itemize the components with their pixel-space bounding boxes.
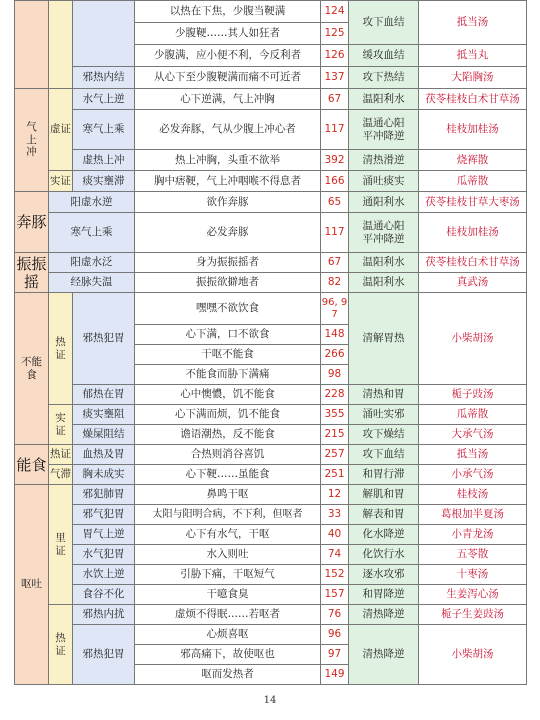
article-number: 40	[321, 525, 349, 545]
treatment-cell: 清解胃热	[349, 293, 419, 385]
article-number: 149	[321, 665, 349, 685]
formula-cell: 葛根加半夏汤	[419, 505, 527, 525]
pathogenesis-cell: 血热及胃	[73, 445, 135, 465]
formula-cell: 茯苓桂枝白术甘草汤	[419, 253, 527, 273]
article-number: 12	[321, 485, 349, 505]
treatment-cell: 涌吐痰实	[349, 171, 419, 192]
article-number: 137	[321, 67, 349, 89]
treatment-cell: 攻下血结	[349, 445, 419, 465]
pathogenesis-cell: 经脉失温	[49, 273, 135, 293]
symptom-cell: 必发奔豚	[135, 213, 321, 253]
symptom-cell: 少腹满，应小便不利，今反利者	[135, 45, 321, 67]
symptom-cell: 少腹鞕……其人如狂者	[135, 23, 321, 45]
formula-cell: 大承气汤	[419, 425, 527, 445]
symptom-cell: 以热在下焦，少腹当鞕满	[135, 1, 321, 23]
formula-cell: 十枣汤	[419, 565, 527, 585]
pathogenesis-cell: 胸未成实	[73, 465, 135, 485]
formula-cell: 瓜蒂散	[419, 171, 527, 192]
formula-cell: 小柴胡汤	[419, 293, 527, 385]
pathogenesis-cell: 邪热犯胃	[73, 625, 135, 685]
formula-cell: 大陷胸汤	[419, 67, 527, 89]
formula-cell: 茯苓桂枝白术甘草汤	[419, 89, 527, 110]
formula-cell: 真武汤	[419, 273, 527, 293]
pathogenesis-cell: 痰实壅阻	[73, 405, 135, 425]
treatment-cell: 清热降逆	[349, 605, 419, 625]
formula-cell: 抵当丸	[419, 45, 527, 67]
symptom-cell: 干噫食臭	[135, 585, 321, 605]
treatment-cell: 攻下血结	[349, 1, 419, 45]
page-number: 14	[263, 695, 277, 706]
article-number: 65	[321, 192, 349, 213]
symptom-cell: 振振欲擗地者	[135, 273, 321, 293]
pathogenesis-cell: 阳虚水泛	[49, 253, 135, 273]
symptom-cell: 欲作奔豚	[135, 192, 321, 213]
treatment-cell: 逐水攻邪	[349, 565, 419, 585]
symptom-cell: 心下满而烦，饥不能食	[135, 405, 321, 425]
symptom-cell: 不能食而胁下满痛	[135, 365, 321, 385]
article-number: 251	[321, 465, 349, 485]
article-number: 67	[321, 253, 349, 273]
symptom-cell: 热上冲胸，头重不欲举	[135, 150, 321, 171]
article-number: 228	[321, 385, 349, 405]
treatment-cell: 涌吐实邪	[349, 405, 419, 425]
section-label: 能食	[15, 445, 49, 485]
pathogenesis-cell: 痰实壅滞	[73, 171, 135, 192]
symptom-cell: 身为振振摇者	[135, 253, 321, 273]
pathogenesis-cell: 水饮上逆	[73, 565, 135, 585]
treatment-cell: 温通心阳 平冲降逆	[349, 110, 419, 150]
article-number: 355	[321, 405, 349, 425]
symptom-cell: 心下满，口不欲食	[135, 325, 321, 345]
symptom-cell: 太阳与阳明合病，不下利，但呕者	[135, 505, 321, 525]
formula-cell: 抵当汤	[419, 1, 527, 45]
symptom-cell: 合热则消谷喜饥	[135, 445, 321, 465]
symptom-cell: 水入则吐	[135, 545, 321, 565]
formula-cell: 茯苓桂枝甘草大枣汤	[419, 192, 527, 213]
article-number: 74	[321, 545, 349, 565]
article-number: 96, 9 7	[321, 293, 349, 325]
formula-cell: 瓜蒂散	[419, 405, 527, 425]
article-number: 266	[321, 345, 349, 365]
pathogenesis-cell	[73, 1, 135, 67]
section-label: 奔豚	[15, 192, 49, 253]
formula-cell: 桂枝加桂汤	[419, 213, 527, 253]
pathogenesis-cell: 食谷不化	[73, 585, 135, 605]
article-number: 257	[321, 445, 349, 465]
symptom-cell: 干呕不能食	[135, 345, 321, 365]
section-label: 气上冲	[15, 89, 49, 192]
symptom-cell: 邪高痛下，故使呕也	[135, 645, 321, 665]
article-number: 98	[321, 365, 349, 385]
symptom-cell: 鼻鸣干呕	[135, 485, 321, 505]
pathogenesis-cell: 虚热上冲	[73, 150, 135, 171]
treatment-cell: 攻下燥结	[349, 425, 419, 445]
article-number: 152	[321, 565, 349, 585]
formula-cell: 生姜泻心汤	[419, 585, 527, 605]
article-number: 96	[321, 625, 349, 645]
pathogenesis-cell: 阳虚水逆	[49, 192, 135, 213]
pathogenesis-cell: 寒气上乘	[73, 110, 135, 150]
treatment-cell: 清热和胃	[349, 385, 419, 405]
article-number: 392	[321, 150, 349, 171]
article-number: 215	[321, 425, 349, 445]
symptom-cell: 引胁下痛，干呕短气	[135, 565, 321, 585]
syndrome-cell: 热证	[49, 605, 73, 685]
pathogenesis-cell: 邪热犯胃	[73, 293, 135, 385]
treatment-cell: 清热降逆	[349, 625, 419, 685]
pathogenesis-cell: 邪热内扰	[73, 605, 135, 625]
symptom-cell: 必发奔豚，气从少腹上冲心者	[135, 110, 321, 150]
formula-cell: 桂枝汤	[419, 485, 527, 505]
formula-cell: 小柴胡汤	[419, 625, 527, 685]
treatment-cell: 和胃行滞	[349, 465, 419, 485]
syndrome-cell: 里证	[49, 485, 73, 605]
article-number: 157	[321, 585, 349, 605]
symptom-cell: 从心下至少腹鞕满而痛不可近者	[135, 67, 321, 89]
syndrome-cell: 虚证	[49, 89, 73, 171]
treatment-cell: 攻下热结	[349, 67, 419, 89]
article-number: 166	[321, 171, 349, 192]
pathogenesis-cell: 邪气犯胃	[73, 505, 135, 525]
section-label: 振振摇	[16, 254, 47, 291]
syndrome-cell: 气滞	[49, 465, 73, 485]
article-number: 117	[321, 213, 349, 253]
symptom-cell: 心下逆满，气上冲胸	[135, 89, 321, 110]
symptom-cell: 心烦喜呕	[135, 625, 321, 645]
treatment-cell: 温阳利水	[349, 273, 419, 293]
formula-cell: 小承气汤	[419, 465, 527, 485]
formula-cell: 抵当汤	[419, 445, 527, 465]
formula-cell: 桂枝加桂汤	[419, 110, 527, 150]
formula-cell: 栀子豉汤	[419, 385, 527, 405]
treatment-cell: 缓攻血结	[349, 45, 419, 67]
treatment-cell: 解肌和胃	[349, 485, 419, 505]
section-label: 不能食	[15, 293, 49, 445]
section-cell	[15, 1, 49, 89]
pathogenesis-cell: 水气犯胃	[73, 545, 135, 565]
treatment-cell: 化水降逆	[349, 525, 419, 545]
symptom-cell: 心下鞕……虽能食	[135, 465, 321, 485]
article-number: 76	[321, 605, 349, 625]
article-number: 67	[321, 89, 349, 110]
symptom-cell: 呕而发热者	[135, 665, 321, 685]
formula-cell: 烧裈散	[419, 150, 527, 171]
treatment-cell: 和胃降逆	[349, 585, 419, 605]
syndrome-cell: 实证	[49, 171, 73, 192]
treatment-cell: 温通心阳 平冲降逆	[349, 213, 419, 253]
syndrome-cell: 热证	[49, 293, 73, 405]
syndrome-cell: 实证	[49, 405, 73, 445]
article-number: 148	[321, 325, 349, 345]
article-number: 97	[321, 645, 349, 665]
syndrome-cell: 热证	[49, 445, 73, 465]
pathogenesis-cell: 邪热内结	[73, 67, 135, 89]
section-label: 呕吐	[15, 485, 49, 685]
pathogenesis-cell: 燥屎阻结	[73, 425, 135, 445]
article-number: 117	[321, 110, 349, 150]
formula-cell: 五苓散	[419, 545, 527, 565]
pathogenesis-cell: 郁热在胃	[73, 385, 135, 405]
article-number: 33	[321, 505, 349, 525]
pathogenesis-cell: 胃气上逆	[73, 525, 135, 545]
article-number: 124	[321, 1, 349, 23]
symptom-cell: 嘿嘿不欲饮食	[135, 293, 321, 325]
article-number: 125	[321, 23, 349, 45]
treatment-cell: 通阳利水	[349, 192, 419, 213]
symptom-cell: 谵语潮热，反不能食	[135, 425, 321, 445]
symptom-cell: 心中懊憹，饥不能食	[135, 385, 321, 405]
symptom-cell: 心下有水气，干呕	[135, 525, 321, 545]
treatment-cell: 化饮行水	[349, 545, 419, 565]
article-number: 82	[321, 273, 349, 293]
reference-table	[14, 0, 527, 685]
pathogenesis-cell: 邪犯肺胃	[73, 485, 135, 505]
treatment-cell: 温阳利水	[349, 89, 419, 110]
pathogenesis-cell: 水气上逆	[73, 89, 135, 110]
symptom-cell: 胸中痞鞕，气上冲咽喉不得息者	[135, 171, 321, 192]
formula-cell: 栀子生姜豉汤	[419, 605, 527, 625]
formula-cell: 小青龙汤	[419, 525, 527, 545]
treatment-cell: 解表和胃	[349, 505, 419, 525]
syndrome-cell	[49, 1, 73, 89]
article-number: 126	[321, 45, 349, 67]
pathogenesis-cell: 寒气上乘	[49, 213, 135, 253]
treatment-cell: 清热滑逆	[349, 150, 419, 171]
treatment-cell: 温阳利水	[349, 253, 419, 273]
symptom-cell: 虚烦不得眠……若呕者	[135, 605, 321, 625]
